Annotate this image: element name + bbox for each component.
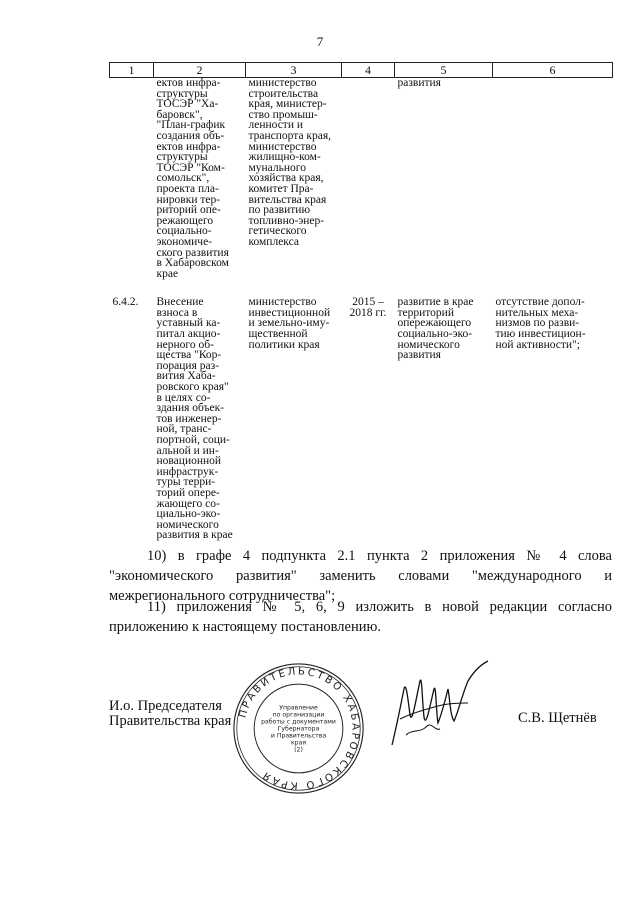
period-cell: [342, 78, 395, 280]
amendment-paragraph: [109, 597, 612, 637]
consequence-cell: отсутствие допол- нительных меха- низмов по разви- тию инвестицион- ной активности";: [495, 296, 586, 351]
result-cell: развития: [397, 77, 441, 89]
column-header: 3: [246, 63, 342, 78]
executor-cell: министерство строительства края, министер- ство промыш- ленности и транспорта края, министерство жилищно-ком- мунального хозяйства края, комитет Пра- вительства края по развитию топливно-энер- гетического комплекса: [248, 77, 332, 248]
handwritten-signature: [382, 659, 492, 751]
stamp-line: (2): [294, 746, 303, 754]
period-cell: 2015 – 2018 гг.: [349, 296, 387, 319]
plan-table: [109, 62, 613, 541]
paragraph-text: 10) в графе 4 подпункта 2.1 пункта 2 приложения № 4 слова "экономического развития" заменить словами "международного и межрегионального сотрудничества";: [109, 548, 612, 604]
column-header: 2: [154, 63, 246, 78]
measure-cell: Внесение взноса в уставный ка- питал акцио- нерного об- щества "Кор- порация раз- вития Хаба- ровского края" в целях со- здания объек- тов инженер- ной, транс- портной, соци- альной и ин- новационной инфраструк- туры терри- торий опере- жающего со- циально-эко- номического развития в крае: [156, 296, 233, 542]
column-header: 4: [342, 63, 395, 78]
table-row: [110, 279, 613, 541]
stamp-line: Управление: [279, 704, 318, 712]
table-row: [110, 78, 613, 280]
column-header: 6: [493, 63, 613, 78]
stamp-line: Губернатора: [277, 725, 320, 733]
column-header: 1: [110, 63, 154, 78]
consequence-cell: [493, 78, 613, 280]
signatory-position: [109, 699, 231, 729]
stamp-line: по организации: [272, 711, 325, 719]
executor-cell: министерство инвестиционной и земельно-иму- щественной политики края: [248, 296, 331, 351]
position-line: И.о. Председателя: [109, 698, 222, 714]
signatory-name: С.В. Щетнёв: [518, 710, 597, 726]
stamp-line: края: [290, 739, 307, 747]
stamp-line: работы с документами: [261, 718, 336, 726]
page-number: 7: [316, 34, 324, 49]
paragraph-text: 11) приложения № 5, 6, 9 изложить в новой редакции согласно приложению к настоящему постановлению.: [109, 599, 612, 635]
result-cell: развитие в крае территорий опережающего социально-эко- номического развития: [397, 296, 474, 362]
column-header: 5: [395, 63, 493, 78]
stamp-line: и Правительства: [270, 732, 327, 740]
measure-cell: ектов инфра- структуры ТОСЭР "Ха- баровск", "План-график создания объ- ектов инфра- структуры ТОСЭР "Ком- сомольск", проекта пла- нировки тер- риторий опе- режающего социально- экономиче- ского развития в Хабаровском крае: [156, 77, 229, 280]
official-stamp: [231, 661, 366, 796]
position-line: Правительства края: [109, 713, 232, 729]
row-number: 6.4.2.: [112, 296, 139, 309]
svg-text:ПРАВИТЕЛЬСТВО ХАБАРОВСКОГО КРА: ПРАВИТЕЛЬСТВО ХАБАРОВСКОГО КРАЯ: [237, 666, 361, 791]
table-header-row: [110, 63, 613, 78]
row-number: [110, 78, 154, 280]
